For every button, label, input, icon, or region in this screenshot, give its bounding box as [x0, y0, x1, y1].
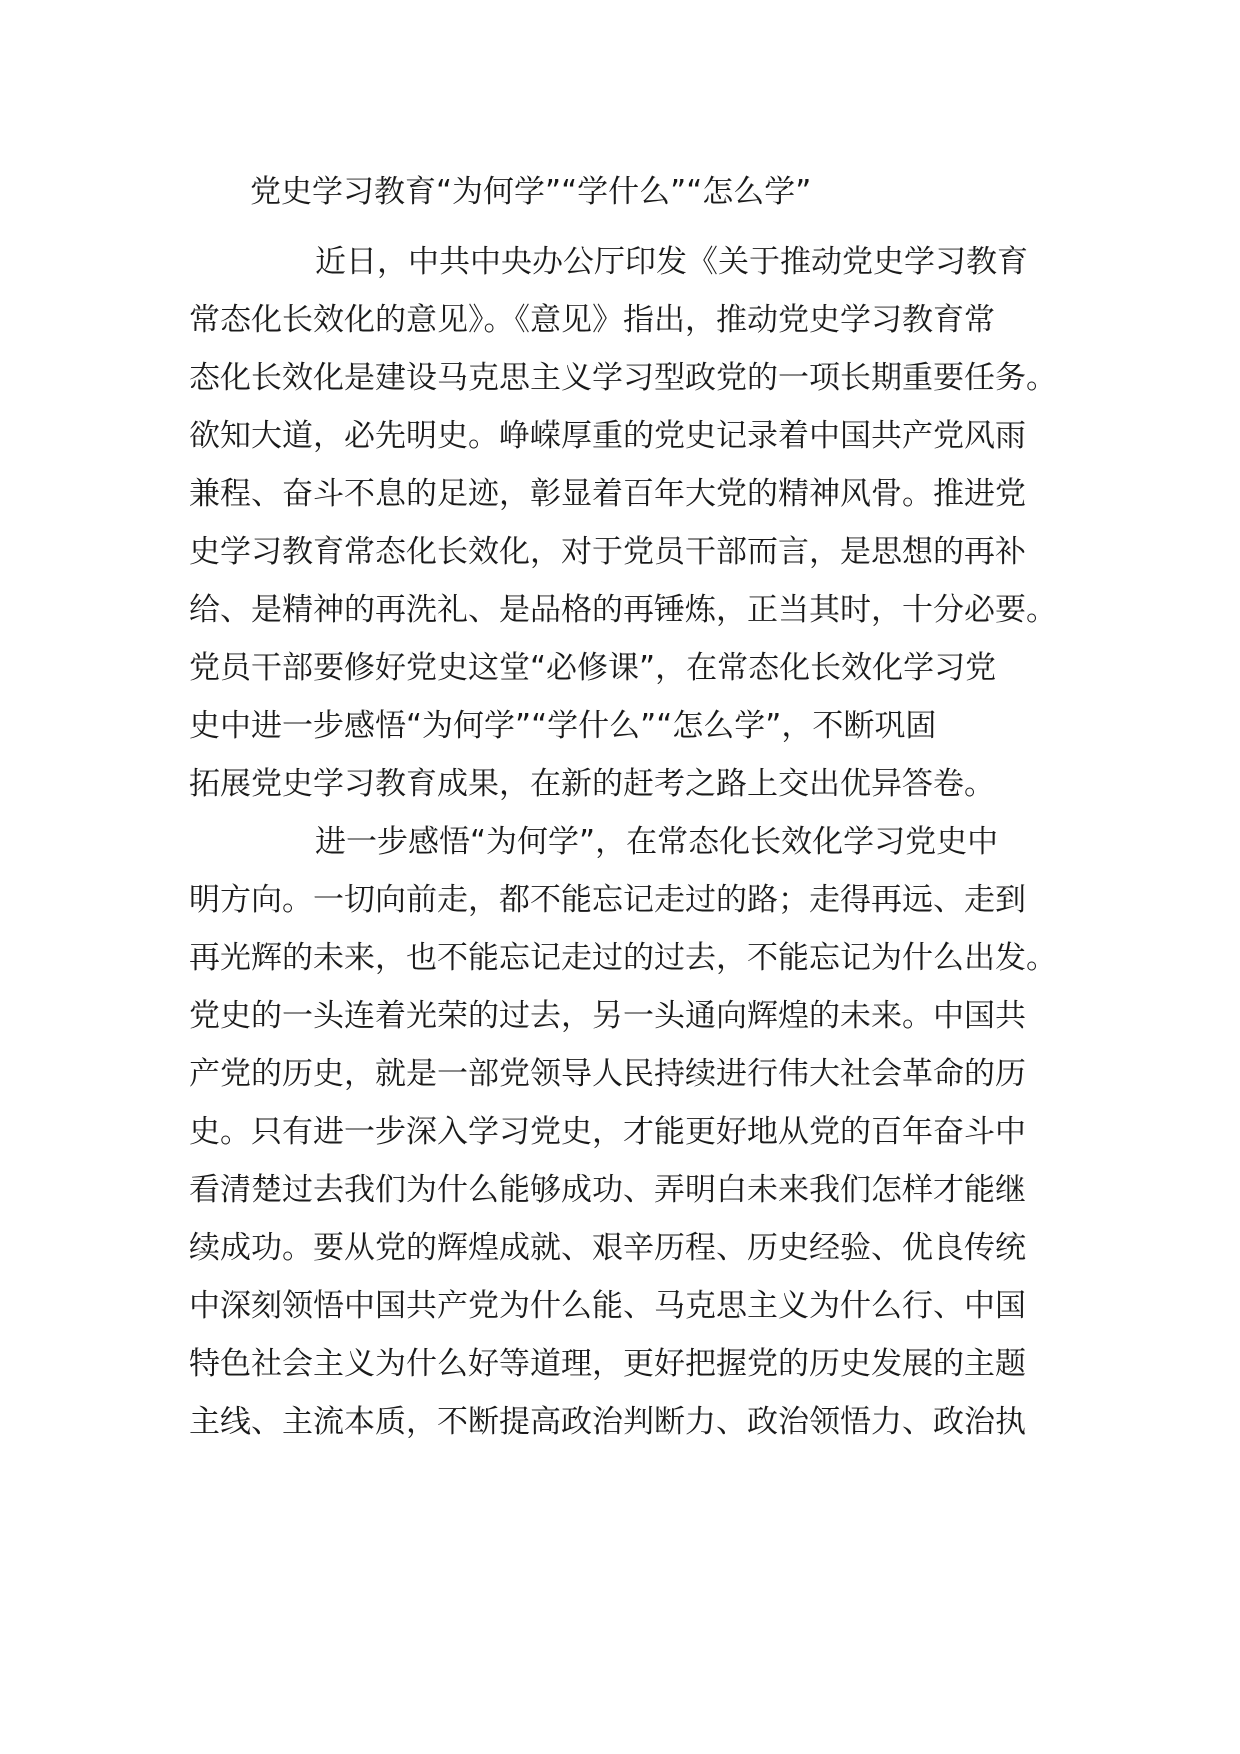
paragraph-1-line-8: 党员干部要修好党史这堂“必修课”，在常态化长效化学习党 [189, 650, 997, 686]
paragraph-1-line-9: 史中进一步感悟“为何学”“学什么”“怎么学”，不断巩固 [189, 708, 937, 744]
paragraph-1-line-3: 态化长效化是建设马克思主义学习型政党的一项长期重要任务。 [189, 360, 1057, 396]
paragraph-1-line-10: 拓展党史学习教育成果，在新的赶考之路上交出优异答卷。 [189, 766, 995, 802]
paragraph-1-line-1: 近日，中共中央办公厅印发《关于推动党史学习教育 [315, 244, 1028, 280]
paragraph-2-line-6: 史。只有进一步深入学习党史，才能更好地从党的百年奋斗中 [189, 1114, 1026, 1150]
document-title: 党史学习教育“为何学”“学什么”“怎么学” [250, 174, 812, 210]
paragraph-2-line-5: 产党的历史，就是一部党领导人民持续进行伟大社会革命的历 [189, 1056, 1026, 1092]
paragraph-2-line-4: 党史的一头连着光荣的过去，另一头通向辉煌的未来。中国共 [189, 998, 1026, 1034]
paragraph-2-line-9: 中深刻领悟中国共产党为什么能、马克思主义为什么行、中国 [189, 1288, 1026, 1324]
paragraph-2-line-3: 再光辉的未来，也不能忘记走过的过去，不能忘记为什么出发。 [189, 940, 1057, 976]
paragraph-2-line-8: 续成功。要从党的辉煌成就、艰辛历程、历史经验、优良传统 [189, 1230, 1026, 1266]
paragraph-1-line-4: 欲知大道，必先明史。峥嵘厚重的党史记录着中国共产党风雨 [189, 418, 1026, 454]
paragraph-2-line-10: 特色社会主义为什么好等道理，更好把握党的历史发展的主题 [189, 1346, 1026, 1382]
paragraph-2-line-1: 进一步感悟“为何学”，在常态化长效化学习党史中 [315, 824, 999, 860]
paragraph-2-line-7: 看清楚过去我们为什么能够成功、弄明白未来我们怎样才能继 [189, 1172, 1026, 1208]
paragraph-1-line-6: 史学习教育常态化长效化，对于党员干部而言，是思想的再补 [189, 534, 1026, 570]
paragraph-2-line-2: 明方向。一切向前走，都不能忘记走过的路；走得再远、走到 [189, 882, 1026, 918]
paragraph-2-line-11: 主线、主流本质，不断提高政治判断力、政治领悟力、政治执 [189, 1404, 1026, 1440]
paragraph-1-line-2: 常态化长效化的意见》。《意见》指出，推动党史学习教育常 [189, 302, 995, 338]
paragraph-1-line-7: 给、是精神的再洗礼、是品格的再锤炼，正当其时，十分必要。 [189, 592, 1057, 628]
paragraph-1-line-5: 兼程、奋斗不息的足迹，彰显着百年大党的精神风骨。推进党 [189, 476, 1026, 512]
